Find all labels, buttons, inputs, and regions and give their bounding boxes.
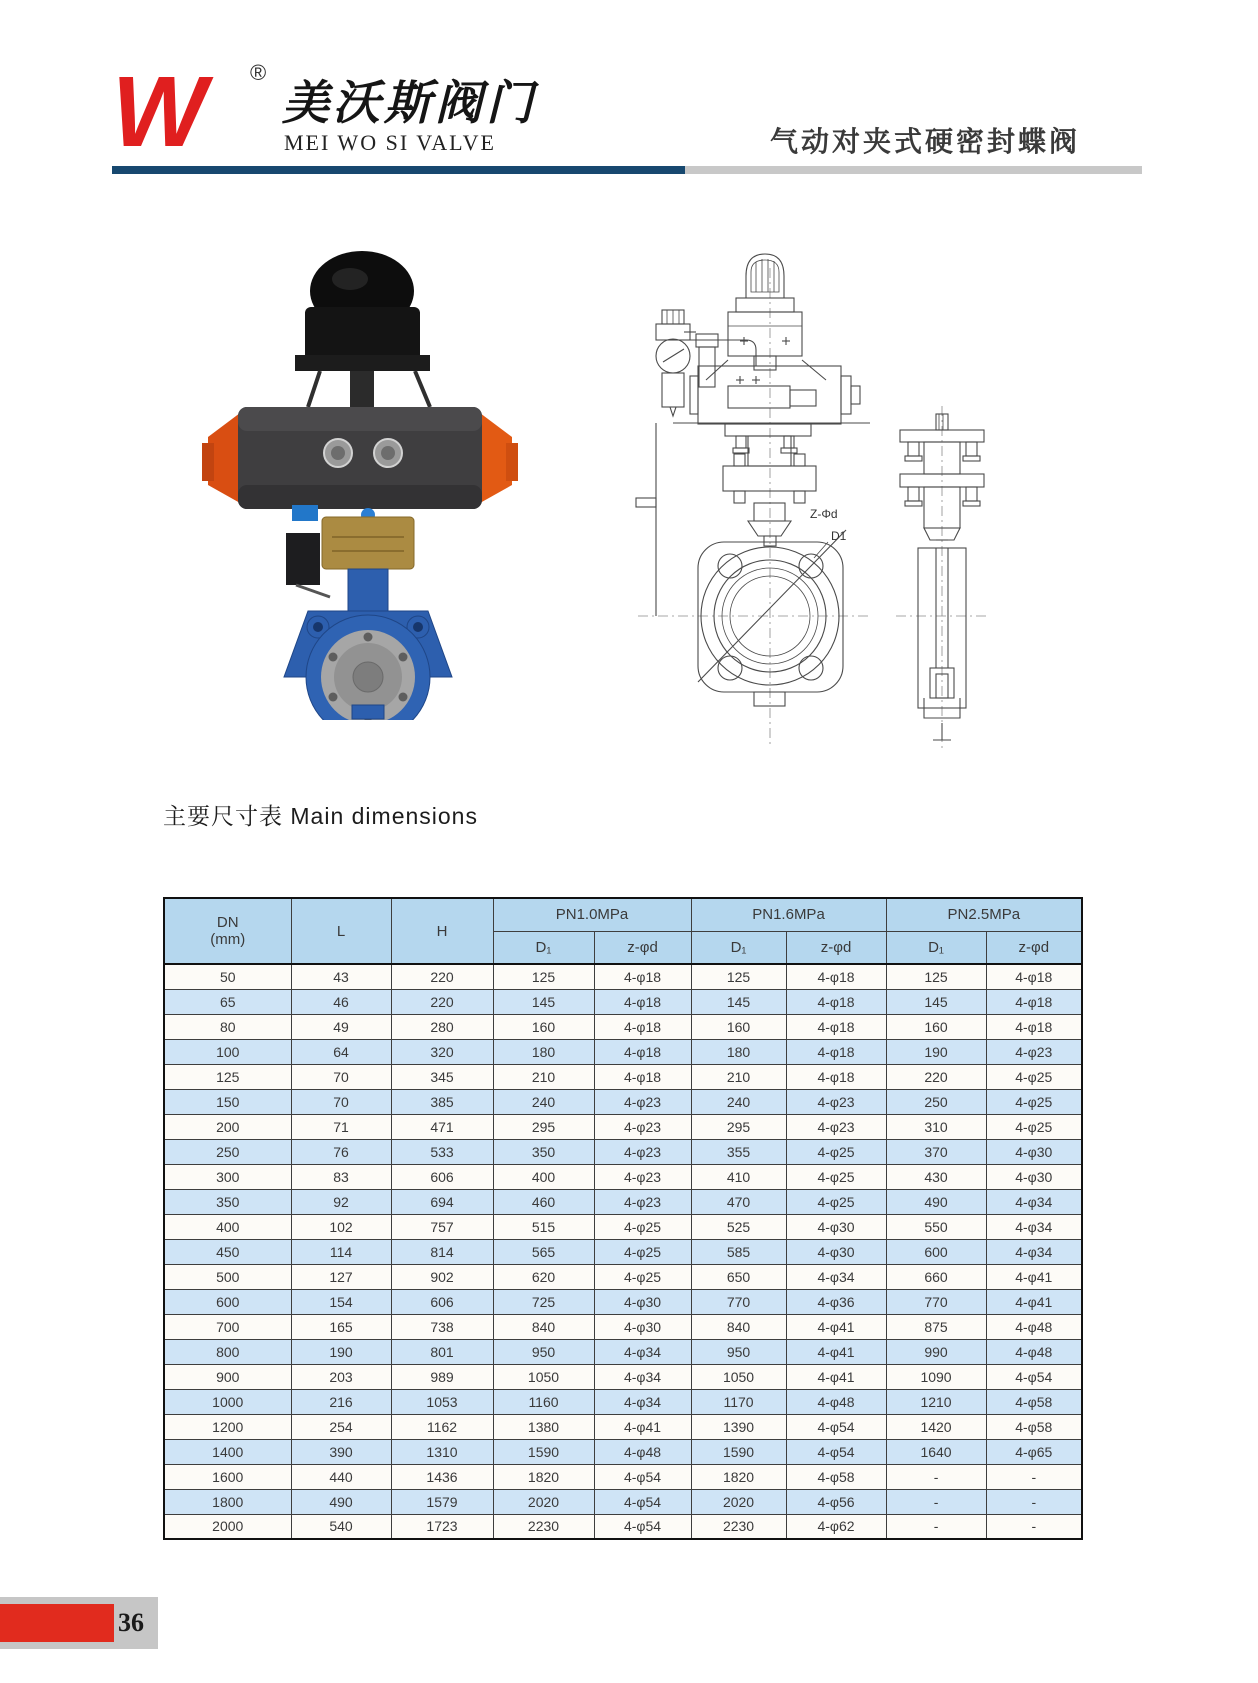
table-cell: 2230 [493,1514,594,1539]
registered-mark: ® [250,60,267,85]
table-cell: 92 [291,1189,391,1214]
table-cell: 4-φ36 [786,1289,886,1314]
table-cell: 840 [493,1314,594,1339]
table-cell: 1162 [391,1414,493,1439]
table-cell: 1053 [391,1389,493,1414]
table-cell: 4-φ34 [986,1239,1082,1264]
table-cell: 320 [391,1039,493,1064]
table-cell: 410 [691,1164,786,1189]
table-cell: 990 [886,1339,986,1364]
valve-neck [348,569,388,613]
table-cell: 4-φ48 [786,1389,886,1414]
table-cell: 160 [493,1014,594,1039]
table-cell: 4-φ48 [986,1314,1082,1339]
table-cell: 525 [691,1214,786,1239]
table-cell: 4-φ18 [594,1039,691,1064]
table-cell: 2230 [691,1514,786,1539]
table-cell: 400 [164,1214,291,1239]
table-cell: 355 [691,1139,786,1164]
table-row [164,1014,1082,1039]
table-cell: 4-φ23 [786,1114,886,1139]
table-cell: 840 [691,1314,786,1339]
page-number: 36 [118,1608,144,1637]
table-cell: 295 [493,1114,594,1139]
table-cell: 4-φ65 [986,1439,1082,1464]
table-cell: 4-φ25 [786,1139,886,1164]
table-cell: 950 [493,1339,594,1364]
table-cell: 154 [291,1289,391,1314]
table-cell: 1820 [493,1464,594,1489]
table-row [164,1164,1082,1189]
table-cell: 450 [164,1239,291,1264]
table-cell: 471 [391,1114,493,1139]
table-cell: 160 [691,1014,786,1039]
table-cell: 4-φ54 [786,1414,886,1439]
table-cell: 738 [391,1314,493,1339]
header-divider-gray [685,166,1142,174]
table-cell: 4-φ25 [594,1264,691,1289]
switch-bracket [286,533,320,585]
header-divider-navy [112,166,685,174]
table-row [164,1264,1082,1289]
table-cell: 4-φ30 [594,1289,691,1314]
table-row [164,1464,1082,1489]
table-cell: 100 [164,1039,291,1064]
table-cell: 4-φ30 [786,1239,886,1264]
table-cell: - [986,1464,1082,1489]
footer-red-band [0,1604,114,1642]
table-cell: 757 [391,1214,493,1239]
table-cell: 801 [391,1339,493,1364]
table-cell: 470 [691,1189,786,1214]
table-cell: 4-φ56 [786,1489,886,1514]
table-cell: - [986,1489,1082,1514]
table-cell: 300 [164,1164,291,1189]
col-pn10-z: z-φd [594,931,691,964]
solenoid-valve [322,517,414,569]
dimensions-table [163,897,1083,1540]
table-cell: 1590 [691,1439,786,1464]
table-cell: 1600 [164,1464,291,1489]
table-cell: 125 [691,964,786,989]
col-group-pn10: PN1.0MPa [493,898,691,931]
table-cell: 70 [291,1064,391,1089]
table-cell: 50 [164,964,291,989]
table-row [164,1489,1082,1514]
table-cell: - [886,1464,986,1489]
table-cell: 950 [691,1339,786,1364]
table-cell: 4-φ34 [594,1339,691,1364]
table-cell: 1800 [164,1489,291,1514]
table-cell: 700 [164,1314,291,1339]
table-row [164,1089,1082,1114]
table-cell: 114 [291,1239,391,1264]
table-row [164,1189,1082,1214]
table-cell: 165 [291,1314,391,1339]
table-cell: 220 [886,1064,986,1089]
table-cell: 4-φ18 [594,1014,691,1039]
table-cell: 1436 [391,1464,493,1489]
table-cell: 490 [291,1489,391,1514]
table-cell: 4-φ34 [594,1364,691,1389]
table-header [164,898,1082,964]
table-cell: 606 [391,1164,493,1189]
table-cell: 4-φ41 [594,1414,691,1439]
table-cell: 71 [291,1114,391,1139]
table-cell: 4-φ23 [594,1089,691,1114]
table-cell: 460 [493,1189,594,1214]
table-cell: 4-φ34 [986,1189,1082,1214]
table-cell: 4-φ41 [786,1314,886,1339]
table-cell: 1090 [886,1364,986,1389]
table-row [164,1214,1082,1239]
table-cell: 4-φ30 [986,1164,1082,1189]
table-cell: 1390 [691,1414,786,1439]
table-cell: 4-φ30 [986,1139,1082,1164]
table-cell: 4-φ18 [986,989,1082,1014]
table-cell: 4-φ25 [594,1214,691,1239]
table-row [164,1439,1082,1464]
table-cell: 203 [291,1364,391,1389]
table-row [164,1389,1082,1414]
table-cell: 240 [493,1089,594,1114]
product-photo [200,245,520,720]
table-row [164,1339,1082,1364]
table-cell: 515 [493,1214,594,1239]
table-cell: 190 [291,1339,391,1364]
table-cell: 4-φ54 [786,1439,886,1464]
table-cell: 4-φ25 [786,1164,886,1189]
table-cell: 1380 [493,1414,594,1439]
table-cell: 102 [291,1214,391,1239]
col-dn-line2: (mm) [210,931,246,948]
table-row [164,1314,1082,1339]
table-cell: 70 [291,1089,391,1114]
table-cell: 4-φ18 [594,989,691,1014]
table-cell: 4-φ54 [594,1489,691,1514]
table-cell: 49 [291,1014,391,1039]
table-row [164,1114,1082,1139]
col-pn16-d1: D₁ [691,931,786,964]
table-cell: 1050 [691,1364,786,1389]
table-cell: 989 [391,1364,493,1389]
table-cell: 125 [164,1064,291,1089]
col-group-pn25: PN2.5MPa [886,898,1082,931]
table-cell: 600 [886,1239,986,1264]
table-cell: 4-φ41 [786,1364,886,1389]
drawing-front-view [656,254,860,706]
table-cell: 650 [691,1264,786,1289]
table-cell: 280 [391,1014,493,1039]
table-cell: 4-φ25 [786,1189,886,1214]
table-cell: 1420 [886,1414,986,1439]
table-cell: 46 [291,989,391,1014]
table-cell: 145 [493,989,594,1014]
table-row [164,1139,1082,1164]
table-cell: 76 [291,1139,391,1164]
table-cell: 1400 [164,1439,291,1464]
table-cell: 800 [164,1339,291,1364]
table-row [164,1289,1082,1314]
table-cell: 4-φ23 [594,1114,691,1139]
table-cell: 180 [493,1039,594,1064]
table-cell: 500 [164,1264,291,1289]
product-title: 气动对夹式硬密封蝶阀 [770,126,1081,157]
technical-drawing [578,248,1070,760]
table-cell: 216 [291,1389,391,1414]
table-cell: - [986,1514,1082,1539]
col-dn-line1: DN [216,913,239,931]
table-cell: 385 [391,1089,493,1114]
table-title: 主要尺寸表 Main dimensions [163,803,478,829]
table-cell: 1640 [886,1439,986,1464]
table-cell: 345 [391,1064,493,1089]
table-cell: 1160 [493,1389,594,1414]
table-cell: 4-φ58 [986,1414,1082,1439]
table-row [164,1514,1082,1539]
table-cell: 127 [291,1264,391,1289]
table-cell: 660 [886,1264,986,1289]
table-cell: 4-φ30 [594,1314,691,1339]
table-cell: 4-φ23 [594,1164,691,1189]
table-cell: 4-φ25 [986,1114,1082,1139]
table-row [164,989,1082,1014]
table-cell: 1000 [164,1389,291,1414]
table-cell: 490 [886,1189,986,1214]
table-cell: 1170 [691,1389,786,1414]
table-cell: 902 [391,1264,493,1289]
table-cell: - [886,1514,986,1539]
table-cell: 1579 [391,1489,493,1514]
table-cell: 1590 [493,1439,594,1464]
table-cell: 4-φ34 [986,1214,1082,1239]
table-cell: 4-φ18 [594,1064,691,1089]
table-cell: 4-φ58 [786,1464,886,1489]
table-cell: 430 [886,1164,986,1189]
table-cell: 350 [164,1189,291,1214]
table-cell: 4-φ18 [786,1014,886,1039]
table-row [164,1039,1082,1064]
table-cell: 2020 [691,1489,786,1514]
table-cell: 400 [493,1164,594,1189]
table-row [164,1364,1082,1389]
col-pn10-d1: D₁ [493,931,594,964]
table-cell: 600 [164,1289,291,1314]
table-cell: 43 [291,964,391,989]
table-cell: 1723 [391,1514,493,1539]
col-h: H [391,898,493,964]
table-cell: 4-φ23 [986,1039,1082,1064]
table-cell: 4-φ23 [786,1089,886,1114]
table-cell: 565 [493,1239,594,1264]
table-cell: 4-φ25 [986,1064,1082,1089]
table-cell: 4-φ41 [986,1264,1082,1289]
table-cell: - [886,1489,986,1514]
table-cell: 4-φ18 [986,1014,1082,1039]
table-cell: 250 [886,1089,986,1114]
brand-logo-icon [112,58,282,163]
col-l: L [291,898,391,964]
col-pn16-z: z-φd [786,931,886,964]
table-cell: 4-φ18 [786,964,886,989]
table-cell: 240 [691,1089,786,1114]
table-row [164,1239,1082,1264]
table-cell: 725 [493,1289,594,1314]
table-cell: 220 [391,989,493,1014]
table-cell: 210 [691,1064,786,1089]
table-cell: 900 [164,1364,291,1389]
dimensions-table-body [164,964,1082,1539]
table-cell: 620 [493,1264,594,1289]
table-cell: 150 [164,1089,291,1114]
table-cell: 64 [291,1039,391,1064]
table-cell: 4-φ18 [594,964,691,989]
table-cell: 4-φ25 [986,1089,1082,1114]
table-cell: 80 [164,1014,291,1039]
table-cell: 4-φ23 [594,1189,691,1214]
table-cell: 4-φ41 [986,1289,1082,1314]
table-cell: 125 [493,964,594,989]
table-cell: 4-φ48 [594,1439,691,1464]
table-cell: 1200 [164,1414,291,1439]
table-cell: 125 [886,964,986,989]
table-cell: 4-φ18 [786,1039,886,1064]
table-cell: 1820 [691,1464,786,1489]
table-cell: 4-φ34 [594,1389,691,1414]
table-cell: 4-φ18 [986,964,1082,989]
table-cell: 770 [691,1289,786,1314]
table-cell: 310 [886,1114,986,1139]
table-cell: 250 [164,1139,291,1164]
table-cell: 4-φ23 [594,1139,691,1164]
table-cell: 606 [391,1289,493,1314]
table-cell: 4-φ48 [986,1339,1082,1364]
table-cell: 1210 [886,1389,986,1414]
table-cell: 295 [691,1114,786,1139]
bolt-circle-label: Z-Φd [810,507,838,521]
col-group-pn16: PN1.6MPa [691,898,886,931]
brand-name-english: MEI WO SI VALVE [284,130,496,155]
table-cell: 4-φ54 [986,1364,1082,1389]
table-cell: 875 [886,1314,986,1339]
table-cell: 585 [691,1239,786,1264]
table-cell: 210 [493,1064,594,1089]
table-cell: 770 [886,1289,986,1314]
table-cell: 160 [886,1014,986,1039]
table-cell: 533 [391,1139,493,1164]
table-cell: 2020 [493,1489,594,1514]
table-cell: 2000 [164,1514,291,1539]
table-row [164,964,1082,989]
col-dn [164,898,291,964]
col-pn25-z: z-φd [986,931,1082,964]
table-cell: 4-φ54 [594,1464,691,1489]
table-cell: 145 [691,989,786,1014]
table-cell: 200 [164,1114,291,1139]
table-cell: 540 [291,1514,391,1539]
table-cell: 4-φ58 [986,1389,1082,1414]
table-cell: 1050 [493,1364,594,1389]
d1-label: D1 [831,529,847,543]
table-cell: 4-φ41 [786,1339,886,1364]
table-cell: 350 [493,1139,594,1164]
table-cell: 550 [886,1214,986,1239]
table-row [164,1064,1082,1089]
table-cell: 1310 [391,1439,493,1464]
table-cell: 694 [391,1189,493,1214]
table-cell: 4-φ34 [786,1264,886,1289]
table-cell: 4-φ54 [594,1514,691,1539]
table-cell: 180 [691,1039,786,1064]
logo-letter: W [112,58,207,163]
table-cell: 390 [291,1439,391,1464]
brand-name-chinese: 美沃斯阀门 [282,76,537,131]
table-cell: 65 [164,989,291,1014]
table-cell: 814 [391,1239,493,1264]
table-cell: 440 [291,1464,391,1489]
table-cell: 254 [291,1414,391,1439]
table-cell: 190 [886,1039,986,1064]
table-cell: 83 [291,1164,391,1189]
col-pn25-d1: D₁ [886,931,986,964]
table-cell: 4-φ18 [786,1064,886,1089]
table-cell: 145 [886,989,986,1014]
table-cell: 4-φ25 [594,1239,691,1264]
table-cell: 4-φ30 [786,1214,886,1239]
table-cell: 370 [886,1139,986,1164]
table-cell: 4-φ18 [786,989,886,1014]
table-cell: 4-φ62 [786,1514,886,1539]
table-row [164,1414,1082,1439]
table-cell: 220 [391,964,493,989]
